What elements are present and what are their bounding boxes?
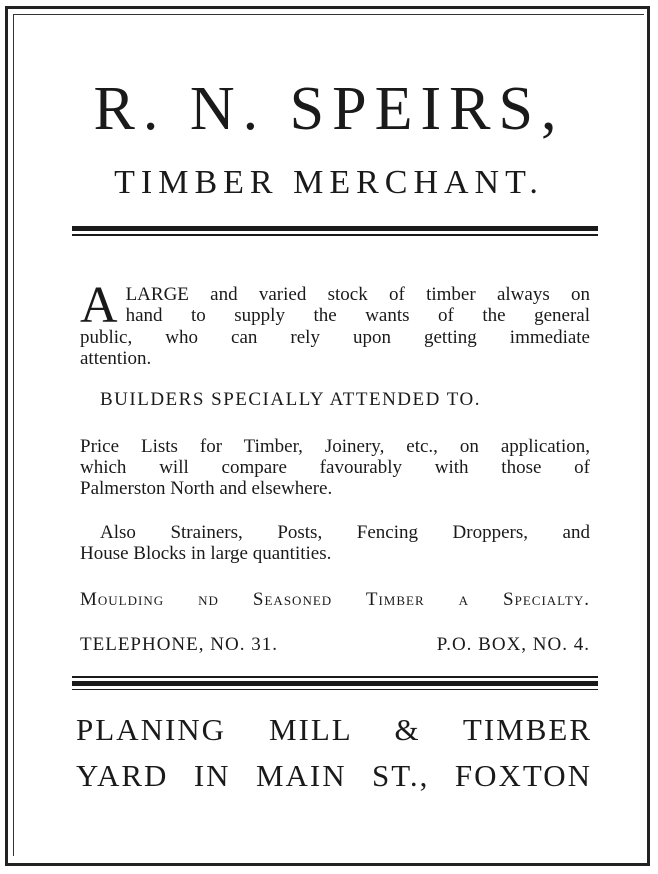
also-line: Also Strainers, Posts, Fencing Droppers, and xyxy=(100,522,590,543)
dropcap: A xyxy=(80,277,118,334)
trade-title: TIMBER MERCHANT. xyxy=(114,164,544,201)
contact-row xyxy=(80,634,590,656)
intro-paragraph xyxy=(80,277,590,369)
intro-line: attention. xyxy=(80,348,152,369)
price-paragraph xyxy=(80,436,590,499)
builders-line: BUILDERS SPECIALLY ATTENDED TO. xyxy=(100,389,481,410)
also-paragraph xyxy=(80,522,590,564)
footer-line: PLANING MILL & TIMBER xyxy=(76,712,592,747)
telephone-number: TELEPHONE, NO. 31. xyxy=(80,634,278,655)
price-line: Palmerston North and elsewhere. xyxy=(80,478,333,499)
price-line: which will compare favourably with those of xyxy=(80,457,590,478)
divider-bottom xyxy=(72,676,598,690)
intro-line: LARGE and varied stock of timber always on xyxy=(125,284,590,305)
intro-line: public, who can rely upon getting immediate xyxy=(80,327,590,348)
moulding-line: Moulding nd Seasoned Timber a Specialty. xyxy=(80,589,590,610)
price-line: Price Lists for Timber, Joinery, etc., on application, xyxy=(80,436,590,457)
intro-line: hand to supply the wants of the general xyxy=(125,305,590,326)
footer-line: YARD IN MAIN ST., FOXTON xyxy=(76,758,592,793)
divider-top xyxy=(72,226,598,236)
also-line: House Blocks in large quantities. xyxy=(80,543,332,564)
merchant-name: R. N. SPEIRS, xyxy=(93,75,565,143)
po-box: P.O. BOX, NO. 4. xyxy=(436,634,590,655)
